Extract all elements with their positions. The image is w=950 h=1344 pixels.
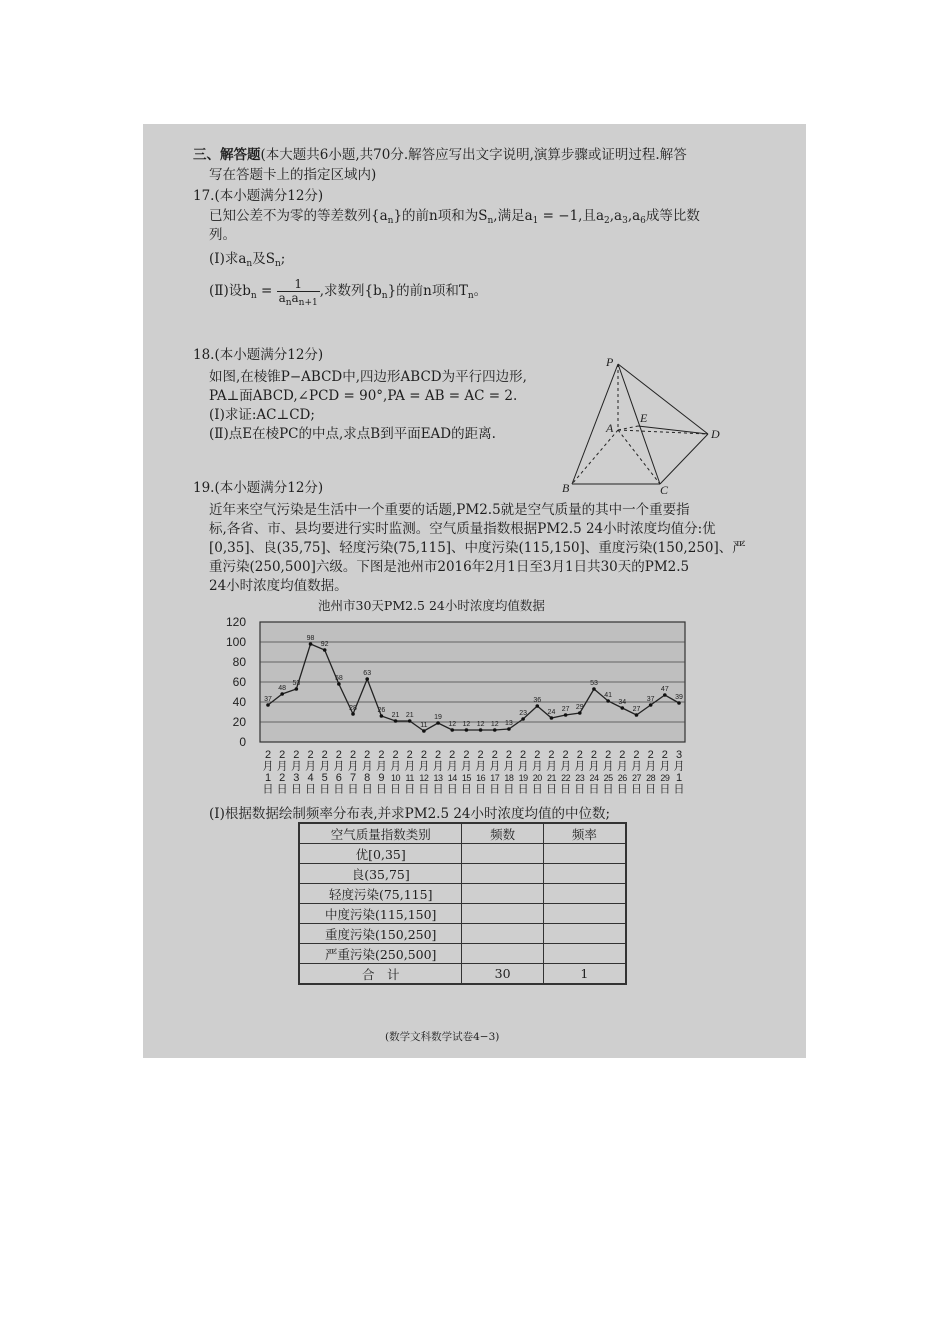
data-point: [550, 716, 554, 720]
x-tick-label: 2 月 22 日: [560, 749, 572, 796]
q17-text: ,a: [609, 208, 623, 224]
x-tick-label: 2 月 16 日: [475, 749, 487, 796]
data-point: [535, 704, 539, 708]
data-point: [663, 693, 667, 697]
data-label: 26: [377, 707, 386, 714]
x-tick-label: 2 月 29 日: [659, 749, 671, 796]
data-point: [677, 701, 681, 705]
table-row: [299, 924, 626, 944]
x-tick-label: 2 月 27 日: [630, 749, 642, 796]
q18-header: [193, 346, 323, 364]
table-cell: [543, 944, 626, 964]
data-label: 37: [646, 696, 655, 703]
data-label: 53: [590, 680, 598, 687]
pyramid-figure: [560, 352, 730, 497]
q17-sub: n: [274, 259, 281, 269]
table-cell: 良(35,75]: [299, 864, 462, 884]
data-point: [507, 727, 511, 731]
data-point: [266, 703, 270, 707]
table-cell: 重度污染(150,250]: [299, 924, 462, 944]
q19-header: [193, 479, 323, 497]
y-tick-label: 100: [225, 635, 246, 649]
data-label: 12: [462, 721, 471, 728]
q17-text: ;: [280, 251, 286, 267]
data-label: 11: [420, 722, 428, 729]
chart-title: 池州市30天PM2.5 24小时浓度均值数据: [318, 598, 545, 613]
table-cell: [543, 904, 626, 924]
table-cell: [543, 924, 626, 944]
x-tick-label: 2 月 5 日: [319, 749, 331, 796]
q18-line1: 如图,在棱锥P−ABCD中,四边形ABCD为平行四边形,: [209, 369, 527, 385]
data-label: 27: [632, 706, 641, 713]
y-tick-label: 80: [232, 655, 246, 669]
section-intro-1: (本大题共6小题,共70分.解答应写出文字说明,演算步骤或证明过程.解答: [260, 147, 687, 163]
q19-number: 19.: [193, 480, 215, 496]
data-label: 23: [519, 710, 528, 717]
q17-text: 。: [473, 283, 488, 299]
y-tick-label: 120: [225, 615, 246, 629]
q17-text: ,a: [627, 208, 641, 224]
q17-sub: n: [250, 291, 257, 301]
table-cell: 中度污染(115,150]: [299, 904, 462, 924]
q19-line4: 重污染(250,500]六级。下图是池州市2016年2月1日至3月1日共30天的PM2.5: [209, 559, 690, 575]
table-header-cell: 频数: [462, 823, 543, 844]
data-point: [649, 703, 653, 707]
frequency-table: [298, 822, 627, 985]
x-tick-label: 2 月 18 日: [503, 749, 515, 796]
table-cell: [462, 904, 543, 924]
data-label: 37: [264, 696, 272, 703]
table-cell: 轻度污染(75,115]: [299, 884, 462, 904]
section-title: 三、解答题: [193, 147, 261, 163]
x-tick-label: 2 月 11 日: [404, 749, 416, 796]
x-tick-label: 2 月 21 日: [545, 749, 557, 796]
data-point: [493, 728, 497, 732]
q18-score: (本小题满分12分): [214, 347, 324, 363]
y-tick-label: 20: [232, 715, 246, 729]
edge-pd: [618, 364, 708, 434]
data-point: [450, 728, 454, 732]
q17-sub: 2: [604, 216, 610, 226]
q19-part1: (Ⅰ)根据数据绘制频率分布表,并求PM2.5 24小时浓度均值的中位数;: [209, 806, 611, 822]
x-tick-label: 2 月 15 日: [460, 749, 472, 796]
q17-text: = −1,且a: [538, 208, 604, 224]
q17-sub: n: [487, 216, 494, 226]
data-point: [521, 717, 525, 721]
data-point: [578, 711, 582, 715]
table-cell: 1: [543, 964, 626, 985]
data-point: [436, 721, 440, 725]
data-label: 98: [306, 635, 315, 642]
x-tick-label: 2 月 23 日: [574, 749, 586, 796]
q17-text: =: [256, 283, 277, 299]
table-header-cell: 频率: [543, 823, 626, 844]
data-point: [295, 687, 299, 691]
x-tick-label: 2 月 12 日: [418, 749, 430, 796]
section-header: [193, 146, 687, 164]
table-cell: 合 计: [299, 964, 462, 985]
data-label: 21: [391, 712, 400, 719]
data-label: 21: [405, 712, 414, 719]
label-a: A: [606, 421, 614, 435]
pm25-line-chart: [215, 612, 695, 797]
data-label: 47: [660, 686, 669, 693]
x-tick-label: 2 月 19 日: [517, 749, 529, 796]
table-cell: 优[0,35]: [299, 844, 462, 864]
q17-sub: 3: [622, 216, 628, 226]
data-label: 53: [292, 680, 301, 687]
y-tick-label: 60: [232, 675, 246, 689]
x-tick-label: 2 月 14 日: [446, 749, 458, 796]
table-cell: [462, 944, 543, 964]
x-tick-label: 2 月 9 日: [375, 749, 387, 796]
q17-number: 17.: [193, 188, 215, 204]
q17-sub: n+1: [298, 298, 318, 308]
table-row: [299, 904, 626, 924]
edge-ac: [618, 430, 660, 484]
data-point: [394, 719, 398, 723]
data-point: [365, 677, 369, 681]
q17-sub: n: [387, 216, 394, 226]
q19-line2: 标,各省、市、县均要进行实时监测。空气质量指数根据PM2.5 24小时浓度均值分:优: [209, 521, 716, 537]
q17-part1: [209, 250, 285, 268]
page-footer: (数学文科数学试卷4−3): [385, 1031, 500, 1043]
q17-line1: [209, 207, 700, 225]
data-label: 12: [448, 721, 457, 728]
q19-score: (本小题满分12分): [214, 480, 324, 496]
x-tick-label: 2 月 10 日: [390, 749, 402, 796]
q17-text: 成等比数: [645, 208, 700, 224]
table-row: [299, 844, 626, 864]
table-cell: [543, 864, 626, 884]
q17-sub: n: [246, 259, 253, 269]
q18-line2: PA⊥面ABCD,∠PCD = 90°,PA = AB = AC = 2.: [209, 388, 518, 404]
q17-text: (Ⅰ)求a: [209, 251, 247, 267]
q17-line2: 列。: [209, 227, 236, 243]
x-tick-label: 2 月 26 日: [616, 749, 628, 796]
edge-pc: [618, 364, 660, 484]
q18-number: 18.: [193, 347, 215, 363]
data-point: [337, 682, 341, 686]
x-tick-label: 2 月 13 日: [432, 749, 444, 796]
table-row: [299, 884, 626, 904]
q17-text: a: [291, 291, 299, 305]
q19-line3: [0,35]、良(35,75]、轻度污染(75,115]、中度污染(115,150]、重度污染(150,250]、严: [209, 540, 746, 556]
q17-score: (本小题满分12分): [214, 188, 324, 204]
chart-x-labels: [263, 749, 685, 796]
data-point: [635, 713, 639, 717]
label-e: E: [640, 411, 648, 425]
q17-text: 及S: [252, 251, 275, 267]
table-cell: [462, 844, 543, 864]
q17-sub: n: [285, 298, 292, 308]
q17-text: }的前n项和为S: [393, 208, 488, 224]
data-point: [564, 713, 568, 717]
data-label: 12: [490, 721, 499, 728]
q17-text: 已知公差不为零的等差数列{a: [209, 208, 388, 224]
data-label: 58: [334, 675, 343, 682]
frac-denominator: [277, 291, 320, 308]
data-point: [422, 729, 426, 733]
q17-text: }的前n项和T: [387, 283, 468, 299]
x-tick-label: 2 月 3 日: [290, 749, 302, 796]
data-label: 41: [604, 692, 613, 699]
chart-y-ticks: [226, 615, 246, 749]
data-label: 19: [434, 714, 442, 721]
data-label: 39: [675, 694, 683, 701]
data-point: [592, 687, 596, 691]
data-point: [621, 706, 625, 710]
y-tick-label: 40: [232, 695, 246, 709]
x-tick-label: 2 月 25 日: [602, 749, 614, 796]
table-header-row: [299, 823, 626, 844]
q17-sub: n: [467, 291, 474, 301]
q17-part2: [209, 277, 488, 308]
x-tick-label: 2 月 2 日: [276, 749, 288, 796]
data-label: 13: [505, 720, 513, 727]
section-intro-2: 写在答题卡上的指定区域内): [209, 167, 377, 183]
q19-line5: 24小时浓度均值数据。: [209, 578, 348, 594]
edge-ab: [572, 430, 618, 484]
table-cell: [543, 884, 626, 904]
table-cell: [462, 924, 543, 944]
q17-text: ,求数列{b: [319, 283, 382, 299]
data-label: 92: [320, 641, 329, 648]
x-tick-label: 3 月 1 日: [673, 749, 685, 796]
q17-sub: n: [381, 291, 388, 301]
q17-text: (Ⅱ)设b: [209, 283, 251, 299]
q17-sub: 6: [640, 216, 646, 226]
data-label: 28: [349, 705, 357, 712]
label-c: C: [660, 483, 669, 497]
data-point: [465, 728, 469, 732]
data-label: 34: [618, 699, 627, 706]
data-point: [606, 699, 610, 703]
data-label: 24: [547, 709, 556, 716]
data-label: 48: [278, 685, 287, 692]
table-cell: [543, 844, 626, 864]
q17-text: ,满足a: [493, 208, 533, 224]
table-header-cell: 空气质量指数类别: [299, 823, 462, 844]
table-cell: [462, 864, 543, 884]
q19-line1: 近年来空气污染是生活中一个重要的话题,PM2.5就是空气质量的其中一个重要指: [209, 502, 690, 518]
x-tick-label: 2 月 4 日: [305, 749, 317, 796]
data-label: 29: [575, 704, 584, 711]
data-point: [408, 719, 412, 723]
data-label: 36: [533, 697, 542, 704]
data-point: [351, 712, 355, 716]
data-point: [280, 692, 284, 696]
x-tick-label: 2 月 17 日: [489, 749, 501, 796]
x-tick-label: 2 月 20 日: [531, 749, 543, 796]
label-b: B: [562, 481, 570, 495]
x-tick-label: 2 月 7 日: [347, 749, 359, 796]
frac-numerator: 1: [277, 278, 320, 292]
x-tick-label: 2 月 1 日: [262, 749, 274, 796]
table-row: [299, 964, 626, 985]
chart-grid: [260, 622, 685, 742]
x-tick-label: 2 月 8 日: [361, 749, 373, 796]
q18-part2: (Ⅱ)点E在棱PC的中点,求点B到平面EAD的距离.: [209, 426, 496, 442]
table-cell: 严重污染(250,500]: [299, 944, 462, 964]
x-tick-label: 2 月 24 日: [588, 749, 600, 796]
data-label: 12: [476, 721, 485, 728]
q17-fraction: [277, 277, 320, 308]
q17-header: [193, 187, 323, 205]
q17-text: a: [278, 291, 286, 305]
data-label: 63: [363, 670, 372, 677]
table-row: [299, 864, 626, 884]
label-d: D: [711, 427, 720, 441]
data-label: 27: [561, 706, 570, 713]
data-point: [380, 714, 384, 718]
q17-sub: 1: [532, 216, 539, 226]
y-tick-label: 0: [239, 735, 246, 749]
data-point: [479, 728, 483, 732]
label-p: P: [606, 355, 614, 369]
data-point: [323, 648, 327, 652]
x-tick-label: 2 月 6 日: [333, 749, 345, 796]
table-cell: 30: [462, 964, 543, 985]
edge-cd: [660, 434, 708, 484]
table-row: [299, 944, 626, 964]
edge-ae: [618, 426, 638, 430]
x-tick-label: 2 月 28 日: [645, 749, 657, 796]
q18-part1: (Ⅰ)求证:AC⊥CD;: [209, 407, 315, 423]
data-point: [309, 642, 313, 646]
table-cell: [462, 884, 543, 904]
